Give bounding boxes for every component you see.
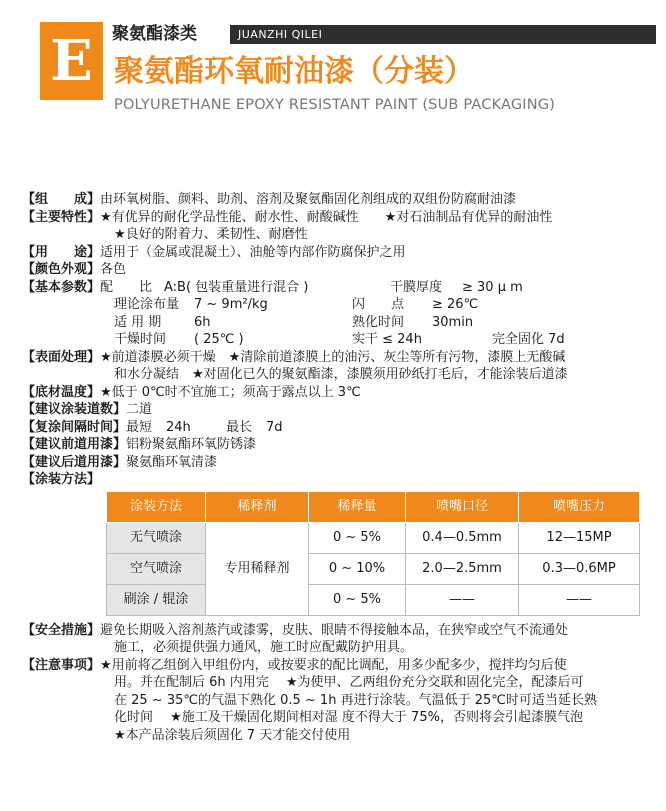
- feature-oil: ★对石油制品有优异的耐油性: [384, 209, 553, 225]
- primer-label: 【建议前道用漆】: [22, 437, 127, 452]
- recoat-min-value: 24h: [166, 419, 191, 435]
- topcoat-row: [22, 454, 652, 472]
- notes-row-3: [22, 692, 652, 710]
- table-row: [107, 584, 640, 615]
- notes-label: 【注意事项】: [22, 657, 101, 673]
- spec-sheet: [22, 191, 652, 744]
- notes-line-3: 在 25 ~ 35℃的气温下熟化 0.5 ~ 1h 再进行涂装。气温低于 25℃时可适当延长熟: [114, 692, 597, 708]
- category-title: 聚氨酯漆类: [112, 24, 197, 44]
- application-label: 【涂装方法】: [22, 472, 101, 487]
- primer-value: 铝粉聚氨酯环氧防锈漆: [126, 437, 257, 452]
- potlife-key: 适 用 期: [114, 314, 162, 330]
- coverage-key: 理论涂布量: [114, 297, 180, 312]
- pressure-cell: 0.3—0.6MP: [519, 553, 640, 584]
- composition-row: [22, 191, 652, 209]
- topcoat-value: 聚氨酯环氧清漆: [126, 454, 218, 470]
- coverage-value: 7 ~ 9m²/kg: [194, 297, 268, 312]
- notes-line-2: 用。并在配制后 6h 内用完 ★为使甲、乙两组份充分交联和固化完全，配漆后可: [114, 675, 584, 690]
- topcoat-label: 【建议后道用漆】: [22, 454, 127, 470]
- coats-row: [22, 401, 652, 419]
- nozzle-cell: 2.0—2.5mm: [406, 553, 519, 584]
- amount-cell: 0 ~ 10%: [309, 553, 406, 584]
- recoat-min-key: 最短: [126, 419, 153, 435]
- table-row: [107, 522, 640, 553]
- potlife-value: 6h: [194, 314, 211, 330]
- notes-line-5: ★本产品涂装后须固化 7 天才能交付使用: [114, 727, 351, 743]
- application-table-wrap: [106, 491, 652, 616]
- application-table-header: [107, 491, 640, 522]
- film-key: 干膜厚度: [390, 279, 443, 295]
- col-amount: 稀释量: [309, 491, 406, 522]
- surface-label: 【表面处理】: [22, 349, 101, 365]
- induction-value: 30min: [432, 314, 474, 330]
- recoat-label: 【复涂间隔时间】: [22, 419, 127, 435]
- surface-line-2: 和水分凝结 ★对固化已久的聚氨酯漆，漆膜须用砂纸打毛后，才能涂装后道漆: [114, 367, 568, 382]
- substrate-temp-label: 【底材温度】: [22, 384, 101, 400]
- col-nozzle: 喷嘴口径: [406, 491, 519, 522]
- recoat-max-key: 最长: [226, 419, 253, 435]
- pressure-cell: 12—15MP: [519, 522, 640, 553]
- safety-line-1: 避免长期吸入溶剂蒸汽或漆雾，皮肤、眼睛不得接触本品，在狭窄或空气不流通处: [100, 622, 569, 638]
- notes-row-5: [22, 727, 652, 745]
- notes-line-4: 化时间 ★施工及干燥固化期间相对湿 度不得大于 75%，否则将会引起漆膜气泡: [114, 710, 583, 725]
- substrate-temp-row: [22, 384, 652, 402]
- application-table: [106, 491, 640, 616]
- features-label: 【主要特性】: [22, 209, 101, 225]
- color-label: 【颜色外观】: [22, 262, 101, 277]
- dry-key: 干燥时间: [114, 332, 167, 347]
- flash-value: ≥ 26℃: [432, 297, 479, 312]
- dry-condition: ( 25℃ ): [194, 332, 244, 347]
- notes-row-4: [22, 709, 652, 727]
- col-pressure: 喷嘴压力: [519, 491, 640, 522]
- recoat-row: [22, 419, 652, 437]
- mix-value: A:B( 包装重量进行混合 ): [164, 279, 309, 295]
- usage-label: 【用 途】: [22, 244, 101, 260]
- composition-label: 【组 成】: [22, 192, 101, 207]
- params-row-4: [22, 331, 652, 349]
- params-row-1: [22, 279, 652, 297]
- features-row: [22, 209, 652, 227]
- method-cell: 无气喷涂: [107, 522, 206, 553]
- safety-row-2: [22, 639, 652, 657]
- application-row: [22, 471, 652, 489]
- safety-label: 【安全措施】: [22, 622, 101, 638]
- safety-row: [22, 622, 652, 640]
- notes-line-1: ★用前将乙组倒入甲组份内，或按要求的配比调配，用多少配多少，搅拌均匀后使: [100, 657, 567, 673]
- nozzle-cell: ——: [406, 584, 519, 615]
- col-method: 涂装方法: [107, 491, 206, 522]
- color-value: 各色: [100, 262, 127, 277]
- recoat-max-value: 7d: [266, 419, 283, 435]
- mix-key: 配 比: [100, 279, 153, 295]
- params-row-2: [22, 296, 652, 314]
- flash-key: 闪 点: [352, 297, 405, 312]
- product-title: 聚氨酯环氧耐油漆（分装）: [114, 54, 474, 89]
- method-cell: 刷涂 / 辊涂: [107, 584, 206, 615]
- col-thinner: 稀释剂: [206, 491, 309, 522]
- thinner-cell: 专用稀释剂: [206, 522, 309, 615]
- color-row: [22, 261, 652, 279]
- surface-row: [22, 349, 652, 367]
- feature-adhesion: ★良好的附着力、柔韧性、耐磨性: [114, 227, 308, 242]
- table-row: [107, 553, 640, 584]
- pressure-cell: ——: [519, 584, 640, 615]
- coats-label: 【建议涂装道数】: [22, 402, 127, 417]
- coats-value: 二道: [126, 402, 153, 417]
- method-cell: 空气喷涂: [107, 553, 206, 584]
- params-row-3: [22, 314, 652, 332]
- usage-row: [22, 244, 652, 262]
- surface-line-1: ★前道漆膜必须干燥 ★清除前道漆膜上的油污、灰尘等所有污物，漆膜上无酸碱: [100, 349, 566, 365]
- composition-value: 由环氧树脂、颜料、助剂、溶剂及聚氨酯固化剂组成的双组份防腐耐油漆: [100, 192, 517, 207]
- safety-line-2: 施工，必须提供强力通风，施工时应配戴防护用具。: [114, 640, 414, 655]
- primer-row: [22, 436, 652, 454]
- product-subtitle: POLYURETHANE EPOXY RESISTANT PAINT (SUB PACKAGING): [114, 97, 556, 113]
- amount-cell: 0 ~ 5%: [309, 584, 406, 615]
- hard-dry-value: 实干 ≤ 24h: [352, 332, 422, 347]
- category-letter-badge: E: [40, 22, 103, 100]
- features-row-2: [22, 226, 652, 244]
- usage-value: 适用于（金属或混凝土）、油舱等内部作防腐保护之用: [100, 244, 406, 260]
- amount-cell: 0 ~ 5%: [309, 522, 406, 553]
- nozzle-cell: 0.4—0.5mm: [406, 522, 519, 553]
- substrate-temp-value: ★低于 0℃时不宜施工；须高于露点以上 3℃: [100, 384, 361, 400]
- full-cure-value: 完全固化 7d: [492, 332, 565, 347]
- surface-row-2: [22, 366, 652, 384]
- category-pinyin-tag: JUANZHI QILEI: [230, 25, 656, 44]
- notes-row-2: [22, 674, 652, 692]
- induction-key: 熟化时间: [352, 314, 405, 330]
- film-value: ≥ 30 μ m: [462, 279, 523, 295]
- notes-row: [22, 657, 652, 675]
- feature-chemical: ★有优异的耐化学品性能、耐水性、耐酸碱性: [100, 209, 359, 225]
- params-label: 【基本参数】: [22, 279, 101, 295]
